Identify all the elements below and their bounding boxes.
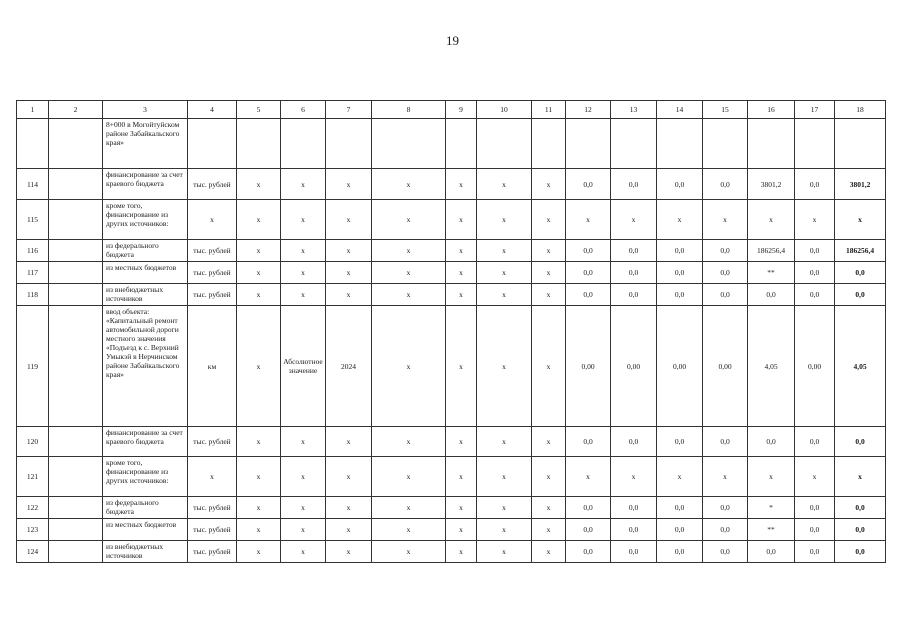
value-cell: x — [477, 200, 532, 240]
value-cell: 0,0 — [566, 541, 611, 563]
value-cell: 0,0 — [611, 519, 657, 541]
value-cell: x — [532, 169, 566, 200]
value-cell — [657, 119, 703, 169]
value-cell: 186256,4 — [835, 240, 886, 262]
value-cell: 0,00 — [795, 306, 835, 427]
value-cell: x — [372, 284, 446, 306]
value-cell: 0,00 — [703, 306, 748, 427]
value-cell — [703, 119, 748, 169]
value-cell: x — [237, 169, 281, 200]
value-cell: x — [748, 200, 795, 240]
value-cell: тыс. рублей — [188, 427, 237, 457]
value-cell — [281, 119, 326, 169]
value-cell: x — [446, 497, 477, 519]
value-cell: 186256,4 — [748, 240, 795, 262]
value-cell: 0,0 — [795, 240, 835, 262]
empty-cell — [49, 457, 103, 497]
value-cell: x — [477, 240, 532, 262]
value-cell: 2024 — [326, 306, 372, 427]
value-cell: x — [188, 457, 237, 497]
value-cell: 0,0 — [795, 427, 835, 457]
row-number-cell — [17, 119, 49, 169]
value-cell: x — [281, 519, 326, 541]
row-number-cell: 117 — [17, 262, 49, 284]
value-cell: 0,00 — [657, 306, 703, 427]
value-cell: x — [372, 240, 446, 262]
value-cell: 0,0 — [835, 541, 886, 563]
header-cell: 10 — [477, 101, 532, 119]
value-cell: 0,0 — [657, 240, 703, 262]
value-cell: x — [237, 519, 281, 541]
row-number-cell: 116 — [17, 240, 49, 262]
value-cell: x — [532, 262, 566, 284]
value-cell: x — [281, 541, 326, 563]
value-cell: x — [326, 169, 372, 200]
value-cell: тыс. рублей — [188, 541, 237, 563]
empty-cell — [49, 541, 103, 563]
value-cell: 0,0 — [657, 497, 703, 519]
value-cell: ** — [748, 519, 795, 541]
value-cell: x — [566, 457, 611, 497]
empty-cell — [49, 284, 103, 306]
value-cell: км — [188, 306, 237, 427]
value-cell: x — [703, 200, 748, 240]
empty-cell — [49, 119, 103, 169]
value-cell: x — [703, 457, 748, 497]
value-cell: x — [446, 427, 477, 457]
value-cell: x — [446, 306, 477, 427]
value-cell: тыс. рублей — [188, 284, 237, 306]
value-cell: ** — [748, 262, 795, 284]
header-cell: 12 — [566, 101, 611, 119]
empty-cell — [49, 262, 103, 284]
value-cell: 0,0 — [657, 284, 703, 306]
table-row — [17, 119, 886, 169]
description-cell: финансирование за счет краевого бюджета — [103, 427, 188, 457]
row-number-cell: 118 — [17, 284, 49, 306]
value-cell: x — [657, 457, 703, 497]
empty-cell — [49, 497, 103, 519]
value-cell: x — [281, 169, 326, 200]
header-cell: 11 — [532, 101, 566, 119]
row-number-cell: 122 — [17, 497, 49, 519]
header-cell: 13 — [611, 101, 657, 119]
value-cell — [795, 119, 835, 169]
value-cell — [188, 119, 237, 169]
description-cell: финансирование за счет краевого бюджета — [103, 169, 188, 200]
header-cell: 14 — [657, 101, 703, 119]
value-cell: x — [795, 457, 835, 497]
value-cell: 3801,2 — [748, 169, 795, 200]
value-cell: x — [446, 200, 477, 240]
value-cell: x — [372, 519, 446, 541]
value-cell: x — [281, 284, 326, 306]
table-row — [17, 200, 886, 240]
value-cell: x — [446, 169, 477, 200]
description-cell: из федерального бюджета — [103, 497, 188, 519]
value-cell: 0,0 — [748, 541, 795, 563]
value-cell: x — [281, 200, 326, 240]
value-cell: 4,05 — [748, 306, 795, 427]
value-cell: 0,0 — [835, 262, 886, 284]
value-cell: x — [611, 457, 657, 497]
description-cell: кроме того, финансирование из других источников: — [103, 200, 188, 240]
value-cell: x — [237, 240, 281, 262]
value-cell — [748, 119, 795, 169]
value-cell: x — [281, 457, 326, 497]
page-number: 19 — [446, 33, 459, 48]
value-cell: x — [237, 200, 281, 240]
value-cell: 0,0 — [795, 541, 835, 563]
value-cell: тыс. рублей — [188, 169, 237, 200]
value-cell: 0,0 — [795, 519, 835, 541]
value-cell: 0,0 — [835, 519, 886, 541]
empty-cell — [49, 200, 103, 240]
value-cell: x — [446, 541, 477, 563]
value-cell: x — [326, 262, 372, 284]
value-cell: 0,0 — [611, 427, 657, 457]
header-cell: 6 — [281, 101, 326, 119]
description-cell: из местных бюджетов — [103, 262, 188, 284]
value-cell: 0,0 — [835, 497, 886, 519]
value-cell: x — [748, 457, 795, 497]
value-cell: 3801,2 — [835, 169, 886, 200]
empty-cell — [49, 427, 103, 457]
value-cell: x — [477, 306, 532, 427]
value-cell: 0,0 — [795, 497, 835, 519]
value-cell: x — [532, 240, 566, 262]
value-cell — [532, 119, 566, 169]
value-cell: x — [372, 306, 446, 427]
value-cell: x — [372, 200, 446, 240]
value-cell: 0,0 — [611, 541, 657, 563]
value-cell: x — [532, 284, 566, 306]
value-cell: x — [372, 262, 446, 284]
value-cell: x — [477, 427, 532, 457]
value-cell: x — [477, 284, 532, 306]
value-cell: x — [532, 519, 566, 541]
value-cell: x — [372, 541, 446, 563]
value-cell: 0,0 — [703, 519, 748, 541]
value-cell: 0,0 — [835, 427, 886, 457]
value-cell: x — [532, 306, 566, 427]
value-cell: x — [281, 262, 326, 284]
value-cell: 0,00 — [611, 306, 657, 427]
table-row — [17, 306, 886, 427]
value-cell: x — [372, 427, 446, 457]
value-cell: x — [532, 541, 566, 563]
table-row — [17, 284, 886, 306]
value-cell: 0,0 — [611, 169, 657, 200]
value-cell: 0,0 — [703, 427, 748, 457]
header-cell: 15 — [703, 101, 748, 119]
value-cell: x — [326, 457, 372, 497]
description-cell: кроме того, финансирование из других источников: — [103, 457, 188, 497]
value-cell: x — [326, 497, 372, 519]
value-cell: x — [237, 457, 281, 497]
value-cell: 0,0 — [748, 427, 795, 457]
value-cell: x — [237, 284, 281, 306]
data-table — [16, 100, 886, 563]
value-cell — [326, 119, 372, 169]
value-cell: x — [326, 427, 372, 457]
value-cell: x — [326, 519, 372, 541]
value-cell: x — [532, 427, 566, 457]
value-cell: x — [372, 497, 446, 519]
value-cell: 0,0 — [703, 541, 748, 563]
value-cell: тыс. рублей — [188, 519, 237, 541]
value-cell: 0,0 — [566, 519, 611, 541]
row-number-cell: 115 — [17, 200, 49, 240]
value-cell: x — [657, 200, 703, 240]
value-cell: тыс. рублей — [188, 262, 237, 284]
value-cell: x — [372, 457, 446, 497]
value-cell: 0,0 — [703, 284, 748, 306]
value-cell: x — [477, 519, 532, 541]
description-cell: из федерального бюджета — [103, 240, 188, 262]
value-cell — [446, 119, 477, 169]
value-cell: x — [188, 200, 237, 240]
value-cell — [611, 119, 657, 169]
value-cell: x — [566, 200, 611, 240]
description-cell: из внебюджетных источников — [103, 284, 188, 306]
table-row — [17, 519, 886, 541]
value-cell: 0,0 — [748, 284, 795, 306]
table-row — [17, 427, 886, 457]
table-row — [17, 457, 886, 497]
value-cell: 0,0 — [611, 284, 657, 306]
value-cell: 0,0 — [835, 284, 886, 306]
value-cell: 0,0 — [657, 169, 703, 200]
value-cell — [237, 119, 281, 169]
value-cell: 0,0 — [566, 169, 611, 200]
value-cell: 0,0 — [566, 497, 611, 519]
value-cell: x — [795, 200, 835, 240]
table-row — [17, 169, 886, 200]
value-cell: x — [477, 541, 532, 563]
description-cell: из местных бюджетов — [103, 519, 188, 541]
value-cell: x — [446, 262, 477, 284]
value-cell: x — [532, 200, 566, 240]
value-cell — [372, 119, 446, 169]
value-cell: x — [532, 497, 566, 519]
table-row — [17, 240, 886, 262]
value-cell: 0,0 — [657, 427, 703, 457]
description-cell: 8+000 в Могойтуйском районе Забайкальского края» — [103, 119, 188, 169]
value-cell: 0,00 — [566, 306, 611, 427]
header-cell: 18 — [835, 101, 886, 119]
value-cell: * — [748, 497, 795, 519]
value-cell: x — [446, 240, 477, 262]
value-cell: x — [326, 284, 372, 306]
value-cell: x — [237, 497, 281, 519]
value-cell: 0,0 — [611, 497, 657, 519]
value-cell: 0,0 — [566, 240, 611, 262]
value-cell: x — [281, 240, 326, 262]
value-cell: x — [281, 427, 326, 457]
header-cell: 4 — [188, 101, 237, 119]
value-cell: x — [326, 240, 372, 262]
value-cell: x — [835, 457, 886, 497]
value-cell: x — [532, 457, 566, 497]
row-number-cell: 123 — [17, 519, 49, 541]
row-number-cell: 120 — [17, 427, 49, 457]
value-cell: 0,0 — [703, 262, 748, 284]
value-cell — [566, 119, 611, 169]
value-cell: x — [835, 200, 886, 240]
header-cell: 7 — [326, 101, 372, 119]
value-cell: x — [237, 262, 281, 284]
value-cell: 0,0 — [795, 169, 835, 200]
value-cell — [835, 119, 886, 169]
value-cell: x — [477, 497, 532, 519]
value-cell: x — [477, 457, 532, 497]
value-cell: x — [326, 541, 372, 563]
description-cell: ввод объекта: «Капитальный ремонт автомобильной дороги местного значения «Подъезд к с. Верхний Умыкэй в Нерчинском районе Забайкальского края» — [103, 306, 188, 427]
value-cell: тыс. рублей — [188, 240, 237, 262]
empty-cell — [49, 169, 103, 200]
value-cell: Абсолютное значение — [281, 306, 326, 427]
empty-cell — [49, 306, 103, 427]
value-cell: 0,0 — [657, 519, 703, 541]
table-row — [17, 262, 886, 284]
header-cell: 8 — [372, 101, 446, 119]
row-number-cell: 124 — [17, 541, 49, 563]
value-cell: x — [237, 427, 281, 457]
value-cell: x — [611, 200, 657, 240]
value-cell: x — [281, 497, 326, 519]
value-cell: 0,0 — [566, 284, 611, 306]
value-cell — [477, 119, 532, 169]
header-cell: 16 — [748, 101, 795, 119]
value-cell: 0,0 — [611, 240, 657, 262]
value-cell: 0,0 — [795, 262, 835, 284]
value-cell: 0,0 — [566, 427, 611, 457]
value-cell: 0,0 — [566, 262, 611, 284]
value-cell: x — [446, 284, 477, 306]
value-cell: 0,0 — [703, 240, 748, 262]
value-cell: x — [477, 262, 532, 284]
header-cell: 9 — [446, 101, 477, 119]
header-cell: 5 — [237, 101, 281, 119]
value-cell: x — [237, 306, 281, 427]
row-number-cell: 114 — [17, 169, 49, 200]
value-cell: 0,0 — [703, 497, 748, 519]
header-cell: 1 — [17, 101, 49, 119]
empty-cell — [49, 519, 103, 541]
value-cell: x — [237, 541, 281, 563]
header-cell: 17 — [795, 101, 835, 119]
description-cell: из внебюджетных источников — [103, 541, 188, 563]
table-row — [17, 541, 886, 563]
value-cell: x — [446, 519, 477, 541]
header-row — [17, 101, 886, 119]
header-cell: 3 — [103, 101, 188, 119]
value-cell: 0,0 — [703, 169, 748, 200]
empty-cell — [49, 240, 103, 262]
value-cell: x — [477, 169, 532, 200]
value-cell: 0,0 — [795, 284, 835, 306]
row-number-cell: 119 — [17, 306, 49, 427]
value-cell: 4,05 — [835, 306, 886, 427]
value-cell: тыс. рублей — [188, 497, 237, 519]
value-cell: 0,0 — [657, 541, 703, 563]
value-cell: 0,0 — [657, 262, 703, 284]
value-cell: x — [446, 457, 477, 497]
value-cell: x — [326, 200, 372, 240]
row-number-cell: 121 — [17, 457, 49, 497]
value-cell: 0,0 — [611, 262, 657, 284]
value-cell: x — [372, 169, 446, 200]
header-cell: 2 — [49, 101, 103, 119]
table-row — [17, 497, 886, 519]
